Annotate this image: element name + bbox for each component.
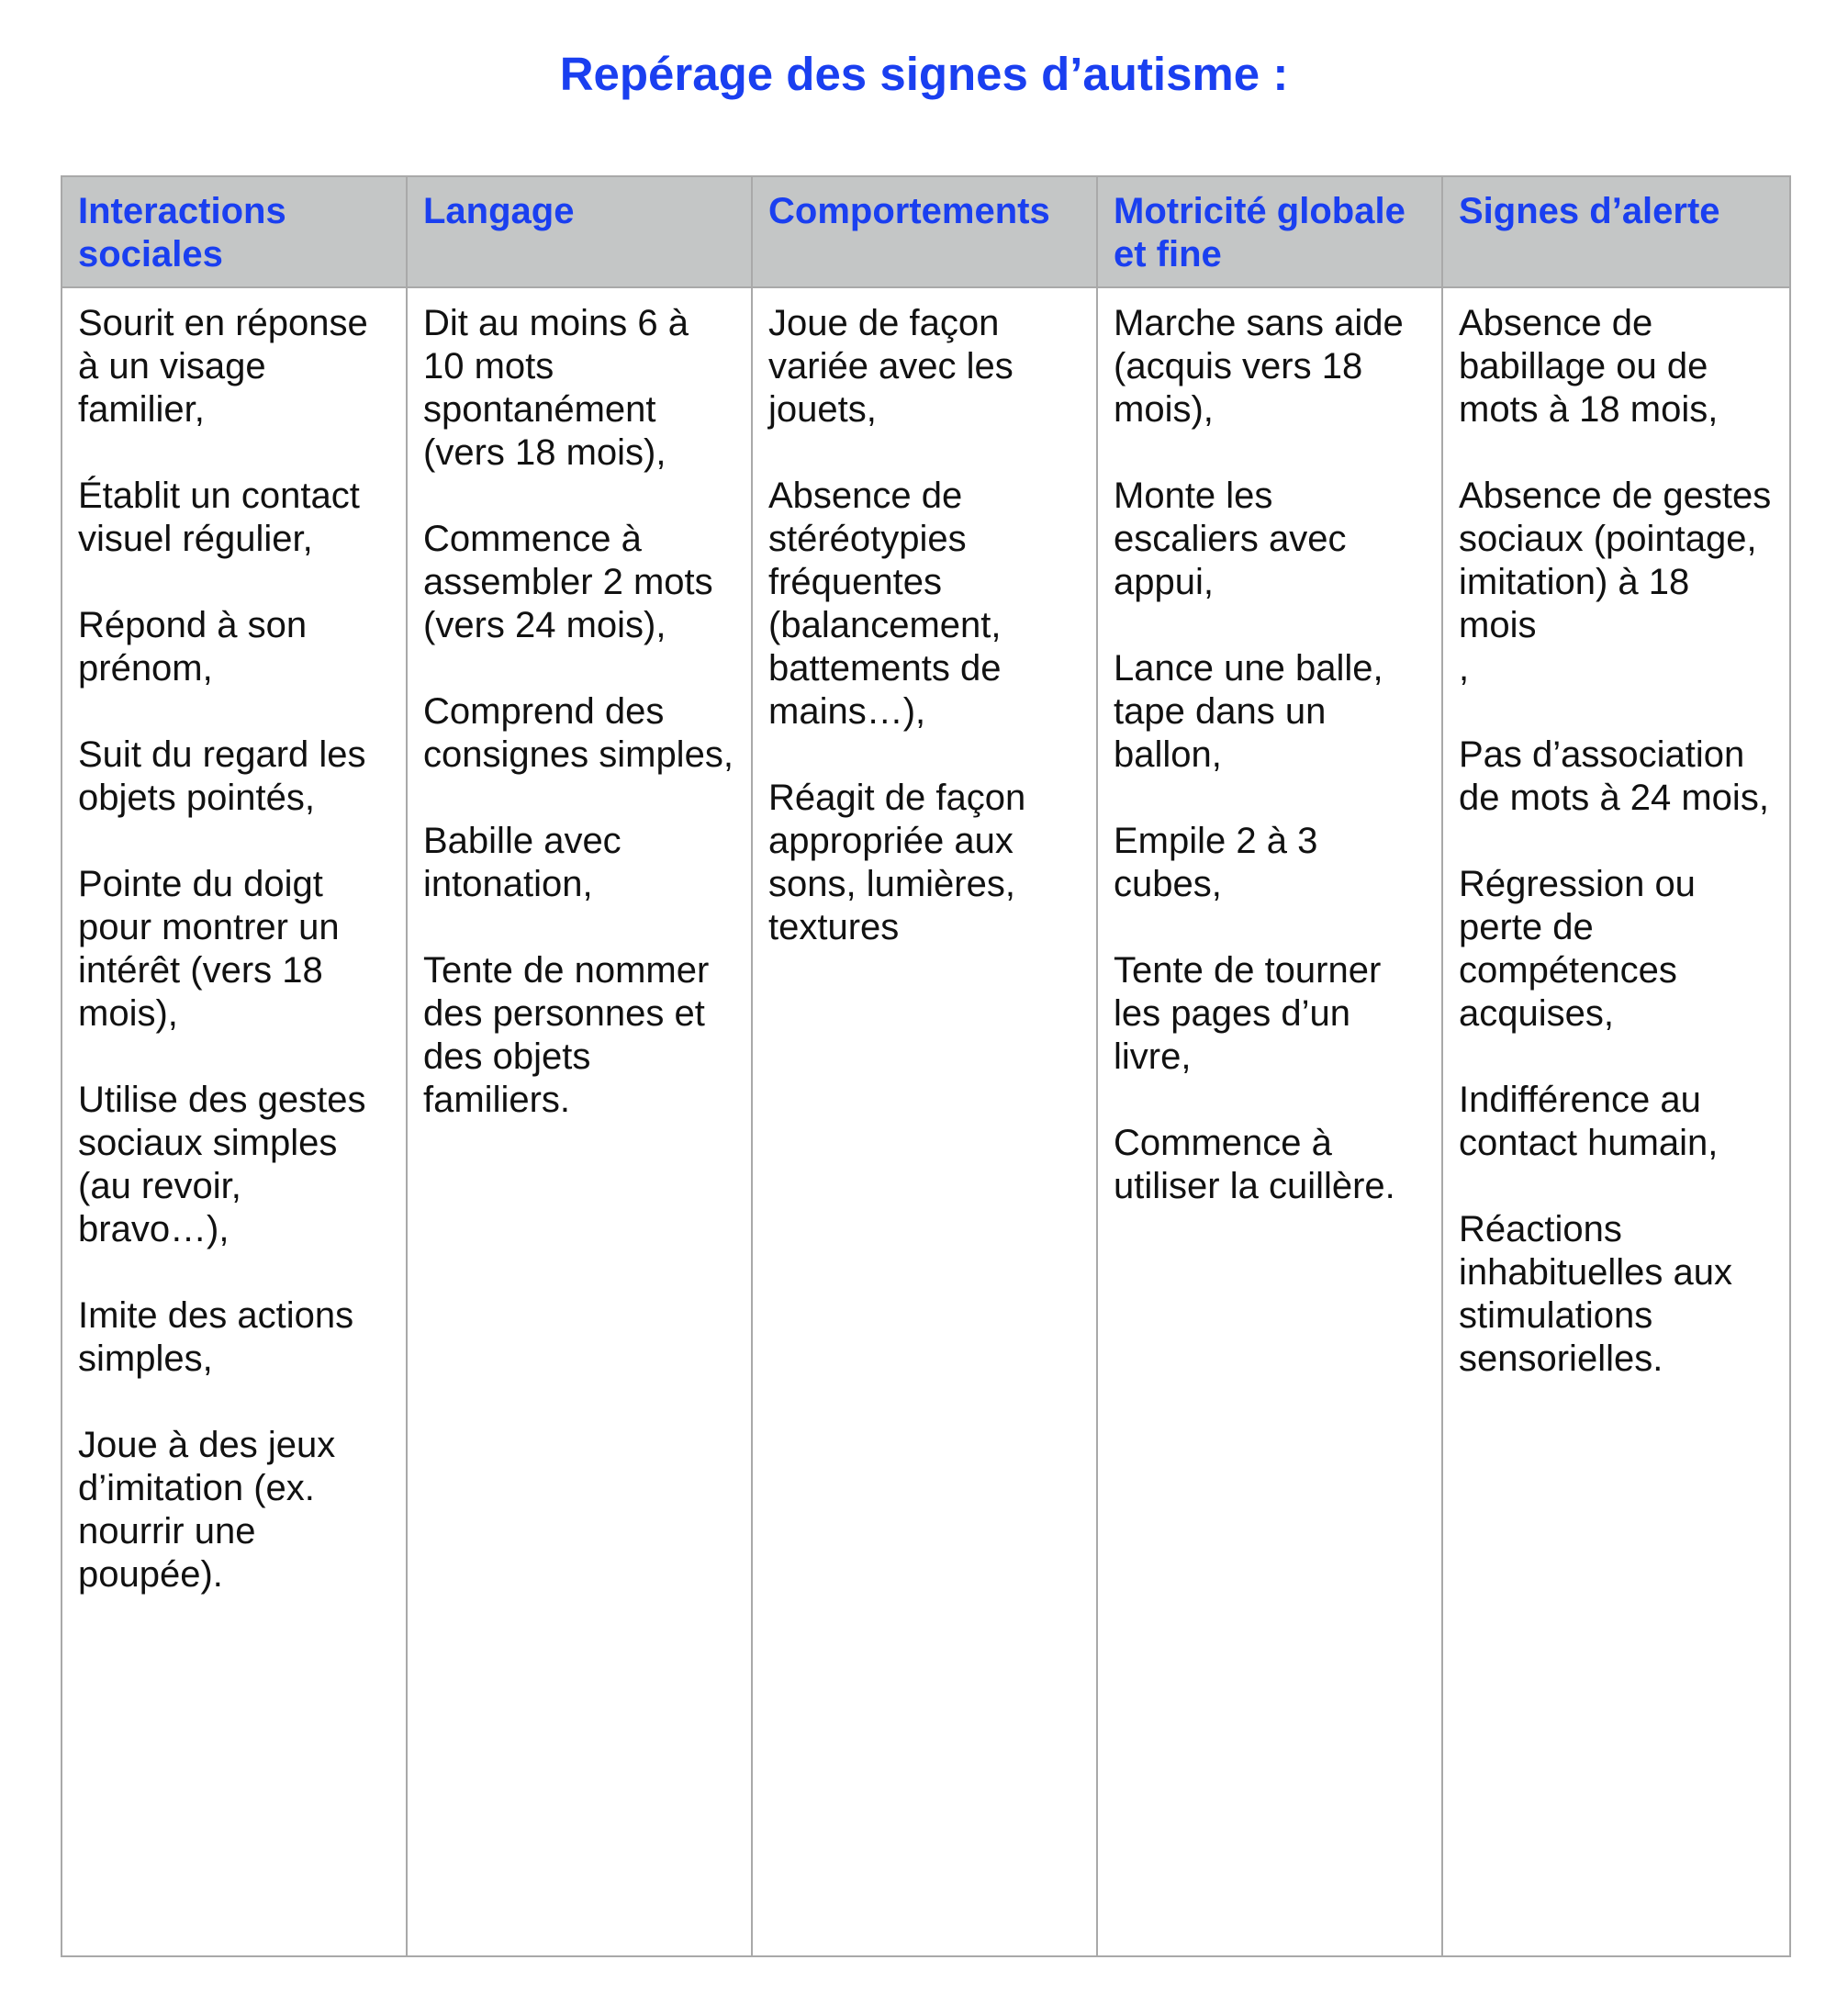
signs-table [61,175,1791,1957]
list-item: Réagit de façon appropriée aux sons, lumières, textures [768,778,1026,947]
list-item: Absence de gestes sociaux (pointage, imitation) à 18 mois , [1459,476,1772,689]
list-item: Sourit en réponse à un visage familier, [78,303,368,430]
item-gap [1114,1079,1428,1122]
list-item: Marche sans aide (acquis vers 18 mois), [1114,303,1404,430]
item-gap [423,777,737,820]
list-item: Absence de babillage ou de mots à 18 mois, [1459,303,1719,430]
item-gap [1459,431,1775,475]
item-gap [78,1251,392,1294]
list-item: Dit au moins 6 à 10 mots spontanément (vers 18 mois), [423,303,689,473]
list-item: Pas d’association de mots à 24 mois, [1459,734,1769,818]
header-signes-alerte: Signes d’alerte [1442,176,1790,287]
item-gap [78,690,392,734]
list-item: Répond à son prénom, [78,605,308,689]
list-item: Babille avec intonation, [423,821,622,904]
item-gap [78,561,392,604]
item-gap [1114,431,1428,475]
list-item: Réactions inhabituelles aux stimulations sensorielles. [1459,1209,1732,1379]
cell-motricite [1097,287,1442,1956]
list-item: Joue à des jeux d’imitation (ex. nourrir une poupée). [78,1425,336,1595]
item-gap [423,475,737,518]
item-gap [1459,690,1775,734]
list-item: Commence à assembler 2 mots (vers 24 mois), [423,519,713,645]
list-item: Absence de stéréotypies fréquentes (balancement, battements de mains…), [768,476,1002,732]
item-gap [1459,1165,1775,1208]
list-item: Suit du regard les objets pointés, [78,734,366,818]
cell-langage [407,287,752,1956]
list-item: Imite des actions simples, [78,1295,354,1379]
list-item: Empile 2 à 3 cubes, [1114,821,1318,904]
list-item: Pointe du doigt pour montrer un intérêt (vers 18 mois), [78,864,340,1034]
item-gap [768,431,1082,475]
item-gap [423,906,737,949]
header-motricite: Motricité globale et fine [1097,176,1442,287]
cell-signes-alerte [1442,287,1790,1956]
cell-comportements [752,287,1097,1956]
list-item: Régression ou perte de compétences acquises, [1459,864,1696,1034]
list-item: Comprend des consignes simples, [423,691,734,775]
list-item: Établit un contact visuel régulier, [78,476,360,559]
item-gap [768,734,1082,777]
item-gap [78,820,392,863]
list-item: Joue de façon variée avec les jouets, [768,303,1014,430]
item-gap [78,1036,392,1079]
item-gap [78,431,392,475]
page-title: Repérage des signes d’autisme : [559,48,1289,100]
list-item: Tente de tourner les pages d’un livre, [1114,950,1382,1077]
table-header-row [62,176,1790,287]
cell-interactions-sociales [62,287,407,1956]
list-item: Indifférence au contact humain, [1459,1080,1719,1163]
item-gap [78,1381,392,1424]
item-gap [1459,1036,1775,1079]
header-langage: Langage [407,176,752,287]
table-body-row [62,287,1790,1956]
item-gap [1114,604,1428,647]
list-item: Lance une balle, tape dans un ballon, [1114,648,1383,775]
item-gap [1114,777,1428,820]
list-item: Commence à utiliser la cuillère. [1114,1123,1395,1206]
header-interactions-sociales: Interactions sociales [62,176,407,287]
item-gap [1114,906,1428,949]
header-comportements: Comportements [752,176,1097,287]
list-item: Monte les escaliers avec appui, [1114,476,1347,602]
item-gap [423,647,737,690]
item-gap [1459,820,1775,863]
list-item: Utilise des gestes sociaux simples (au revoir, bravo…), [78,1080,366,1249]
list-item: Tente de nommer des personnes et des objets familiers. [423,950,710,1120]
